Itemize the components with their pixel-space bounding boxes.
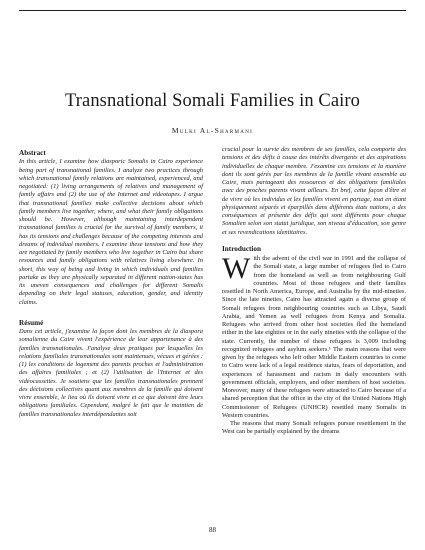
- right-column: [222, 146, 406, 437]
- resume-text-part1: Dans cet article, j'examine la façon dont les membres de la diaspora somalienne du Caire vivent l'expérience de leur appartenance à des familles transnationales. J'analyse deux pratiques par lesquelles les relations familiales transnationales sont maintenues, vécues et gérées : (1) les conditions de logement des parents proches et l'administration des affaires familiales ; et (2) l'utilisation de l'Internet et des vidéocassettes. Je soutiens que les familles transnationales prennent des décisions collectives quant aux membres de la famille qui doivent vivre ensemble, le lieu où ils doivent vivre et ce que doivent être leurs obligations familiales. Cependant, malgré le fait que le maintien de familles transnationales interdépendantes soit: [19, 328, 203, 418]
- abstract-heading: Abstract: [19, 149, 46, 157]
- page-number: 88: [209, 526, 216, 534]
- left-column: [19, 146, 203, 419]
- introduction-paragraph-1-text: ith the advent of the civil war in 1991 and the collapse of the Somali state, a large number of refugees fled to Cairo from the homeland as well as from neighbouring Gulf countries. Most of those refugees and their families resettled in North America, Europe, and Australia by the mid-nineties. Since the late nineties, Cairo has attracted again a diverse group of Somali refugees from neighbouring countries such as Libya, Saudi Arabia, and Yemen as well refugees from Kenya and Somalia. Refugees who arrived from other host societies fled the homeland either in the late eighties or in the early nineties with the collapse of the state. Currently, the number of these refugees is 3,009 including recognized refugees and asylum seekers.¹ The main reasons that were given by the refugees who left other Middle Eastern countries to come to Cairo were lack of a legal residence status, fears of deportation, and experiences of harassment and racism in daily encounters with government officials, employers, and other members of host societies. Moreover, many of these refugees were attracted to Cairo because of a shared perception that the office in the city of the United Nations High Commissioner of Refugees (UNHCR) resettled many Somalis in Western countries.: [222, 255, 406, 419]
- article-author: Mulki Al-Sharmani: [171, 126, 254, 135]
- resume-heading: Résumé: [19, 318, 44, 327]
- introduction-paragraph-1: [222, 252, 406, 420]
- section-gap: [19, 307, 203, 316]
- resume-text-part2: crucial pour la survie des membres de ses familles, cela comporte des tensions et des défis à cause des intérêts divergents et des aspirations individuelles de chaque membre. J'examine ces tensions et la manière dont ils sont gérés par les membres de la famille vivant ensemble au Caire, mais partageant des ressources et des obligations familiales avec des proches parents vivant ailleurs. En bref, cette façon d'être et de vivre où les individus et les familles vivent en partage, tout en étant physiquement séparés et éparpillés dans différents états nations, a des conséquences et présente des défis qui sont différents pour chaque Somalien selon son statut juridique, son niveau d'éducation, son genre et ses revendications identitaires.: [222, 146, 406, 236]
- article-title: Transnational Somali Families in Cairo: [65, 91, 360, 111]
- introduction-paragraph-2: The reasons that many Somali refugees pursue resettlement in the West can be partially explained by the dreams: [222, 420, 406, 436]
- abstract-text: In this article, I examine how diasporic Somalis in Cairo experience being part of transnational families. I analyze two practices through which transnational family relations are maintained, experienced, and negotiated: (1) living arrangements of relatives and management of family affairs and (2) the use of the Internet and videotapes. I argue that transnational families make collective decisions about which family members live together, where, and what their family obligations should be. However, although maintaining interdependent transnational families is crucial for the survival of family members, it has its tensions and challenges because of the competing interests and dreams of individual members. I examine these tensions and how they are negotiated by family members who live together in Cairo but share resources and family obligations with relatives living elsewhere. In short, this way of being and living in which individuals and families partake as they are physically separated in different nation-states has its uneven consequences and challenges for different Somalis depending on their legal statuses, education, gender, and identity claims.: [19, 158, 203, 306]
- introduction-heading: Introduction: [222, 244, 262, 253]
- drop-cap: W: [222, 252, 251, 285]
- top-rule: [19, 10, 406, 11]
